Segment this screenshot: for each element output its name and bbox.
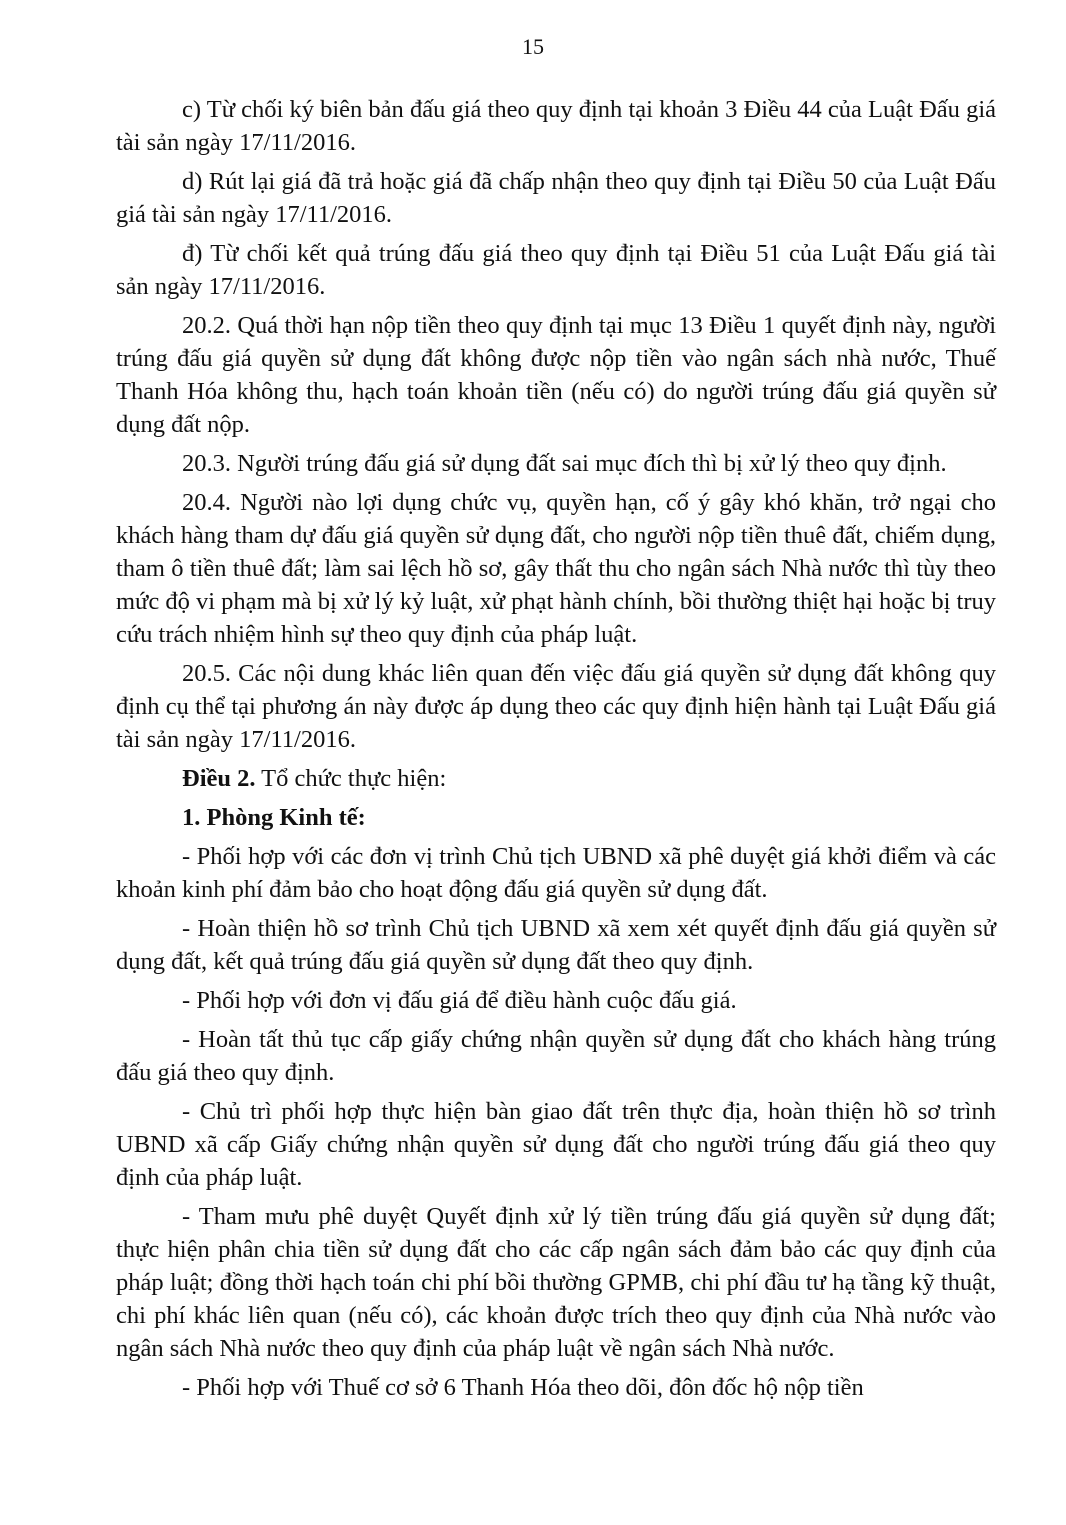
article-2-label: Điều 2.: [182, 765, 256, 792]
section-1-heading: 1. Phòng Kinh tế:: [182, 804, 366, 831]
document-body: [116, 93, 996, 1410]
list-item: - Phối hợp với Thuế cơ sở 6 Thanh Hóa theo dõi, đôn đốc hộ nộp tiền: [182, 1374, 864, 1401]
paragraph-20-2: 20.2. Quá thời hạn nộp tiền theo quy định tại mục 13 Điều 1 quyết định này, người trúng đấu giá quyền sử dụng đất không được nộp tiền vào ngân sách nhà nước, Thuế Thanh Hóa không thu, hạch toán khoản tiền (nếu có) do người trúng đấu giá quyền sử dụng đất nộp.: [116, 312, 996, 438]
paragraph-20-3: 20.3. Người trúng đấu giá sử dụng đất sai mục đích thì bị xử lý theo quy định.: [182, 450, 947, 477]
article-2-heading: [116, 762, 996, 795]
paragraph-20-5: 20.5. Các nội dung khác liên quan đến việc đấu giá quyền sử dụng đất không quy định cụ thể tại phương án này được áp dụng theo các quy định hiện hành tại Luật Đấu giá tài sản ngày 17/11/2016.: [116, 660, 996, 753]
paragraph-clause-c: c) Từ chối ký biên bản đấu giá theo quy định tại khoản 3 Điều 44 của Luật Đấu giá tài sản ngày 17/11/2016.: [116, 96, 996, 156]
list-item: - Phối hợp với đơn vị đấu giá để điều hành cuộc đấu giá.: [182, 987, 737, 1014]
list-item: - Hoàn tất thủ tục cấp giấy chứng nhận quyền sử dụng đất cho khách hàng trúng đấu giá theo quy định.: [116, 1026, 996, 1086]
article-2-title: Tổ chức thực hiện:: [255, 765, 447, 792]
list-item: - Chủ trì phối hợp thực hiện bàn giao đất trên thực địa, hoàn thiện hồ sơ trình UBND xã cấp Giấy chứng nhận quyền sử dụng đất cho người trúng đấu giá theo quy định của pháp luật.: [116, 1098, 996, 1191]
list-item: - Hoàn thiện hồ sơ trình Chủ tịch UBND xã xem xét quyết định đấu giá quyền sử dụng đất, kết quả trúng đấu giá quyền sử dụng đất theo quy định.: [116, 915, 996, 975]
paragraph-clause-dd: đ) Từ chối kết quả trúng đấu giá theo quy định tại Điều 51 của Luật Đấu giá tài sản ngày 17/11/2016.: [116, 240, 996, 300]
page-number: 15: [522, 34, 544, 59]
paragraph-clause-d: d) Rút lại giá đã trả hoặc giá đã chấp nhận theo quy định tại Điều 50 của Luật Đấu giá tài sản ngày 17/11/2016.: [116, 168, 996, 228]
list-item: - Phối hợp với các đơn vị trình Chủ tịch UBND xã phê duyệt giá khởi điểm và các khoản kinh phí đảm bảo cho hoạt động đấu giá quyền sử dụng đất.: [116, 843, 996, 903]
paragraph-20-4: 20.4. Người nào lợi dụng chức vụ, quyền hạn, cố ý gây khó khăn, trở ngại cho khách hàng tham dự đấu giá quyền sử dụng đất, cho người nộp tiền thuê đất, chiếm dụng, tham ô tiền thuê đất; làm sai lệch hồ sơ, gây thất thu cho ngân sách Nhà nước thì tùy theo mức độ vi phạm mà bị xử lý kỷ luật, xử phạt hành chính, bồi thường thiệt hại hoặc bị truy cứu trách nhiệm hình sự theo quy định của pháp luật.: [116, 489, 996, 648]
list-item: - Tham mưu phê duyệt Quyết định xử lý tiền trúng đấu giá quyền sử dụng đất; thực hiện phân chia tiền sử dụng đất cho các cấp ngân sách đảm bảo các quy định của pháp luật; đồng thời hạch toán chi phí bồi thường GPMB, chi phí đầu tư hạ tầng kỹ thuật, chi phí khác liên quan (nếu có), các khoản được trích theo quy định của Nhà nước vào ngân sách Nhà nước theo quy định của pháp luật về ngân sách Nhà nước.: [116, 1203, 996, 1362]
